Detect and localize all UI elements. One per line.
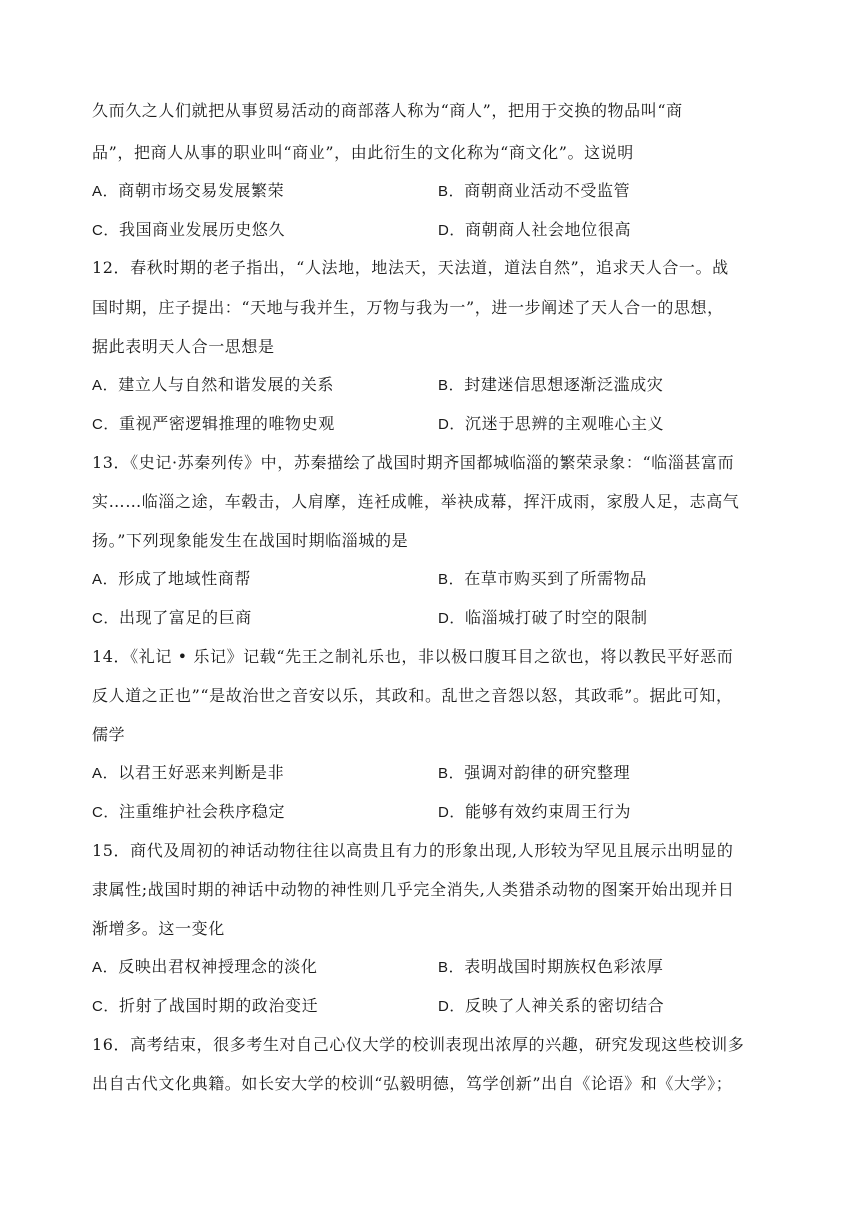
option-label: B． xyxy=(438,377,465,394)
q14-option-c[interactable] xyxy=(92,801,285,824)
option-text: 临淄城打破了时空的限制 xyxy=(465,608,648,627)
q13-option-c[interactable] xyxy=(92,607,252,630)
option-label: A． xyxy=(92,959,119,976)
option-label: B． xyxy=(438,571,465,588)
option-label: B． xyxy=(438,959,465,976)
q13-stem-line-2: 实……临淄之途，车毂击，人肩摩，连衽成帷，举袂成幕，挥汗成雨，家殷人足，志高气 xyxy=(92,492,740,511)
option-text: 强调对韵律的研究整理 xyxy=(464,763,631,782)
option-label: B． xyxy=(438,183,465,200)
option-label: C． xyxy=(92,610,120,627)
q14-options-row-1 xyxy=(92,762,782,784)
q13-option-b[interactable] xyxy=(438,568,647,591)
q15-options-row-2 xyxy=(92,995,782,1017)
q15-option-d[interactable] xyxy=(438,995,664,1018)
option-label: C． xyxy=(92,998,120,1015)
q12-option-a[interactable] xyxy=(92,374,334,397)
q12-stem-line-2: 国时期，庄子提出：“天地与我并生，万物与我为一”，进一步阐述了天人合一的思想， xyxy=(92,298,724,317)
q13-options-row-2 xyxy=(92,607,782,629)
q13-options-row-1 xyxy=(92,568,782,590)
q12-stem-line-1: 12．春秋时期的老子指出，“人法地，地法天，天法道，道法自然”，追求天人合一。战 xyxy=(92,258,729,277)
q14-option-b[interactable] xyxy=(438,762,630,785)
q11-option-c[interactable] xyxy=(92,219,285,242)
option-text: 重视严密逻辑推理的唯物史观 xyxy=(119,414,335,433)
option-label: A． xyxy=(92,571,119,588)
option-label: C． xyxy=(92,416,120,433)
q15-option-c[interactable] xyxy=(92,995,318,1018)
option-text: 反映出君权神授理念的淡化 xyxy=(118,957,318,976)
option-label: D． xyxy=(438,610,466,627)
q15-option-b[interactable] xyxy=(438,956,663,979)
q13-option-a[interactable] xyxy=(92,568,251,591)
option-text: 商朝商人社会地位很高 xyxy=(465,220,632,239)
option-text: 注重维护社会秩序稳定 xyxy=(119,802,286,821)
option-label: B． xyxy=(438,765,465,782)
q11-stem-line-1: 久而久之人们就把从事贸易活动的商部落人称为“商人”，把用于交换的物品叫“商 xyxy=(92,101,683,120)
q11-option-a[interactable] xyxy=(92,180,284,203)
option-text: 商朝市场交易发展繁荣 xyxy=(118,181,285,200)
q11-option-d[interactable] xyxy=(438,219,631,242)
q15-stem-line-1: 15．商代及周初的神话动物往往以高贵且有力的形象出现,人形较为罕见且展示出明显的 xyxy=(92,841,734,860)
option-text: 能够有效约束周王行为 xyxy=(465,802,632,821)
option-label: A． xyxy=(92,377,119,394)
q13-option-d[interactable] xyxy=(438,607,648,630)
q12-stem-line-3: 据此表明天人合一思想是 xyxy=(92,337,275,356)
q14-stem-line-1: 14．《礼记 • 乐记》记载“先王之制礼乐也，非以极口腹耳目之欲也，将以教民平好恶而 xyxy=(92,647,734,666)
q15-option-a[interactable] xyxy=(92,956,317,979)
q11-stem-line-2: 品”，把商人从事的职业叫“商业”，由此衍生的文化称为“商文化”。这说明 xyxy=(92,143,634,162)
option-label: A． xyxy=(92,765,119,782)
q14-option-a[interactable] xyxy=(92,762,284,785)
q15-options-row-1 xyxy=(92,956,782,978)
option-text: 出现了富足的巨商 xyxy=(119,608,252,627)
option-text: 表明战国时期族权色彩浓厚 xyxy=(464,957,664,976)
q12-option-c[interactable] xyxy=(92,413,335,436)
option-text: 沉迷于思辨的主观唯心主义 xyxy=(465,414,665,433)
option-text: 形成了地域性商帮 xyxy=(118,569,252,588)
option-text: 我国商业发展历史悠久 xyxy=(119,220,286,239)
q14-option-d[interactable] xyxy=(438,801,631,824)
option-label: D． xyxy=(438,998,466,1015)
option-text: 折射了战国时期的政治变迁 xyxy=(119,996,319,1015)
option-label: D． xyxy=(438,804,466,821)
q12-option-d[interactable] xyxy=(438,413,664,436)
q11-options-row-2 xyxy=(92,219,782,241)
option-label: C． xyxy=(92,222,120,239)
q15-stem-line-3: 渐增多。这一变化 xyxy=(92,919,225,938)
option-label: C． xyxy=(92,804,120,821)
q14-stem-line-2: 反人道之正也”“是故治世之音安以乐，其政和。乱世之音怨以怒，其政乖”。据此可知， xyxy=(92,686,733,705)
option-label: A． xyxy=(92,183,119,200)
q12-options-row-2 xyxy=(92,413,782,435)
option-text: 建立人与自然和谐发展的关系 xyxy=(118,375,335,394)
q16-stem-line-2: 出自古代文化典籍。如长安大学的校训“弘毅明德，笃学创新”出自《论语》和《大学》； xyxy=(92,1074,733,1093)
q13-stem-line-3: 扬。”下列现象能发生在战国时期临淄城的是 xyxy=(92,531,409,550)
option-label: D． xyxy=(438,416,466,433)
q12-options-row-1 xyxy=(92,374,782,396)
option-label: D． xyxy=(438,222,466,239)
q11-option-b[interactable] xyxy=(438,180,630,203)
q15-stem-line-2: 隶属性;战国时期的神话中动物的神性则几乎完全消失,人类猎杀动物的图案开始出现并日 xyxy=(92,880,735,899)
q12-option-b[interactable] xyxy=(438,374,663,397)
q16-stem-line-1: 16．高考结束，很多考生对自己心仪大学的校训表现出浓厚的兴趣，研究发现这些校训多 xyxy=(92,1035,745,1054)
option-text: 在草市购买到了所需物品 xyxy=(464,569,647,588)
q11-options-row-1 xyxy=(92,180,782,202)
option-text: 反映了人神关系的密切结合 xyxy=(465,996,665,1015)
option-text: 以君王好恶来判断是非 xyxy=(118,763,285,782)
q13-stem-line-1: 13．《史记·苏秦列传》中，苏秦描绘了战国时期齐国都城临淄的繁荣录象：“临淄甚富而 xyxy=(92,453,735,472)
q14-stem-line-3: 儒学 xyxy=(92,725,126,744)
option-text: 商朝商业活动不受监管 xyxy=(464,181,631,200)
q14-options-row-2 xyxy=(92,801,782,823)
option-text: 封建迷信思想逐渐泛滥成灾 xyxy=(464,375,664,394)
